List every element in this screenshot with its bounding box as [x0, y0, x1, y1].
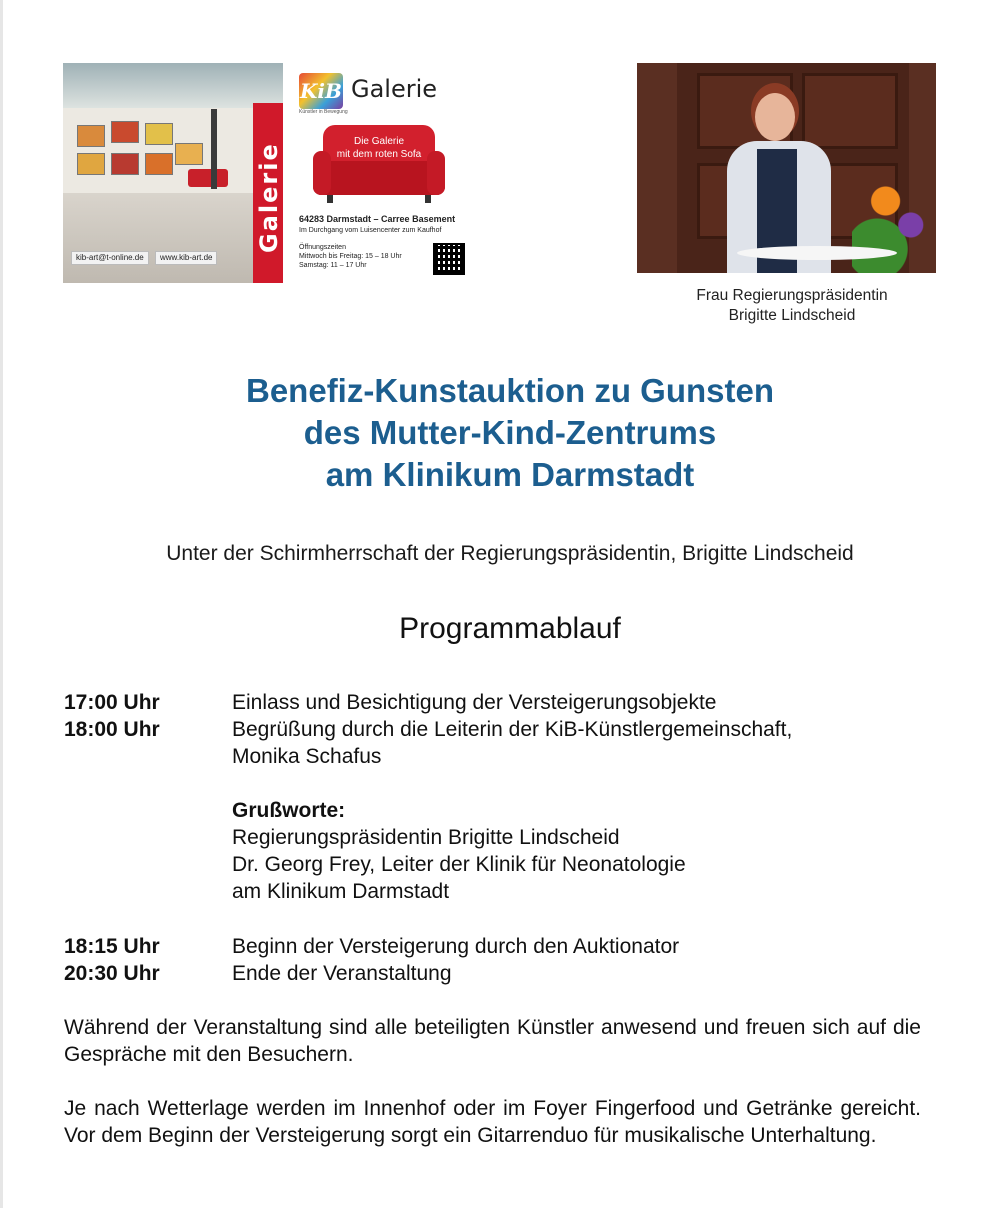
- schedule-time-4: 20:30 Uhr: [64, 962, 160, 985]
- sofa-caption-line2: mit dem roten Sofa: [336, 149, 422, 160]
- greetings-block: [232, 797, 686, 905]
- gallery-advertisement: [63, 63, 469, 283]
- kib-logo-tagline: Künstler in Bewegung: [299, 109, 348, 115]
- gallery-address: [299, 213, 455, 237]
- page-title: [0, 370, 997, 496]
- greetings-line1: Regierungspräsidentin Brigitte Lindscheid: [232, 826, 620, 849]
- schedule-desc-1-line1: Einlass und Besichtigung der Versteigerungsobjekte: [232, 691, 717, 714]
- schedule-time-1: 17:00 Uhr: [64, 691, 160, 714]
- schedule-desc-4: [232, 960, 452, 987]
- sofa-caption-line1: Die Galerie: [353, 136, 405, 147]
- email-label: kib-art@t-online.de: [71, 251, 149, 265]
- red-sofa-illustration: [313, 125, 445, 205]
- galerie-vertical-banner: [253, 103, 283, 283]
- schedule-desc-4-line1: Ende der Veranstaltung: [232, 962, 452, 985]
- schedule-desc-2-line2: Monika Schafus: [232, 745, 382, 768]
- patronage-subtitle: Unter der Schirmherrschaft der Regierungspräsidentin, Brigitte Lindscheid: [166, 542, 854, 565]
- greetings-heading: Grußworte:: [232, 799, 346, 822]
- website-label: www.kib-art.de: [155, 251, 217, 265]
- portrait-caption: [637, 286, 947, 326]
- hours-label: Öffnungszeiten: [299, 244, 346, 251]
- portrait-caption-line1: Frau Regierungspräsidentin: [696, 287, 888, 304]
- greetings-line3: am Klinikum Darmstadt: [232, 880, 450, 903]
- galerie-logo-title: Galerie: [351, 75, 438, 103]
- kib-logo: KiB: [299, 73, 343, 109]
- schedule-desc-1: [232, 689, 716, 716]
- program-heading: Programmablauf: [399, 612, 621, 645]
- portrait-photo: [637, 63, 936, 273]
- schedule-desc-3-line1: Beginn der Versteigerung durch den Auktionator: [232, 935, 680, 958]
- hours-line1: Mittwoch bis Freitag: 15 – 18 Uhr: [299, 253, 402, 260]
- title-line1: Benefiz-Kunstauktion zu Gunsten: [246, 372, 774, 409]
- galerie-vertical-label: Galerie: [255, 142, 283, 253]
- paragraph-catering: Je nach Wetterlage werden im Innenhof oder im Foyer Fingerfood und Getränke gereicht. Vor dem Beginn der Versteigerung sorgt ein Gitarrenduo für musikalische Unterhaltung.: [64, 1097, 921, 1147]
- gallery-info-panel: [285, 63, 469, 283]
- schedule-time-2: 18:00 Uhr: [64, 718, 160, 741]
- schedule-desc-3: [232, 933, 679, 960]
- title-line2: des Mutter-Kind-Zentrums: [303, 414, 717, 451]
- greetings-line2: Dr. Georg Frey, Leiter der Klinik für Neonatologie: [232, 853, 686, 876]
- address-line1: 64283 Darmstadt – Carree Basement: [299, 214, 456, 224]
- page-edge: [0, 0, 3, 1208]
- hours-line2: Samstag: 11 – 17 Uhr: [299, 262, 367, 269]
- schedule-time-3: 18:15 Uhr: [64, 935, 160, 958]
- schedule-desc-2-line1: Begrüßung durch die Leiterin der KiB-Künstlergemeinschaft,: [232, 718, 793, 741]
- title-line3: am Klinikum Darmstadt: [325, 456, 695, 493]
- schedule-desc-2: [232, 716, 792, 770]
- opening-hours: [299, 243, 402, 270]
- qr-code-icon: [433, 243, 465, 275]
- gallery-interior-photo: [63, 63, 283, 283]
- portrait-caption-line2: Brigitte Lindscheid: [728, 307, 856, 324]
- paragraph-artists: Während der Veranstaltung sind alle beteiligten Künstler anwesend und freuen sich auf die Gespräche mit den Besuchern.: [64, 1016, 921, 1066]
- address-line2: Im Durchgang vom Luisencenter zum Kaufhof: [299, 227, 442, 234]
